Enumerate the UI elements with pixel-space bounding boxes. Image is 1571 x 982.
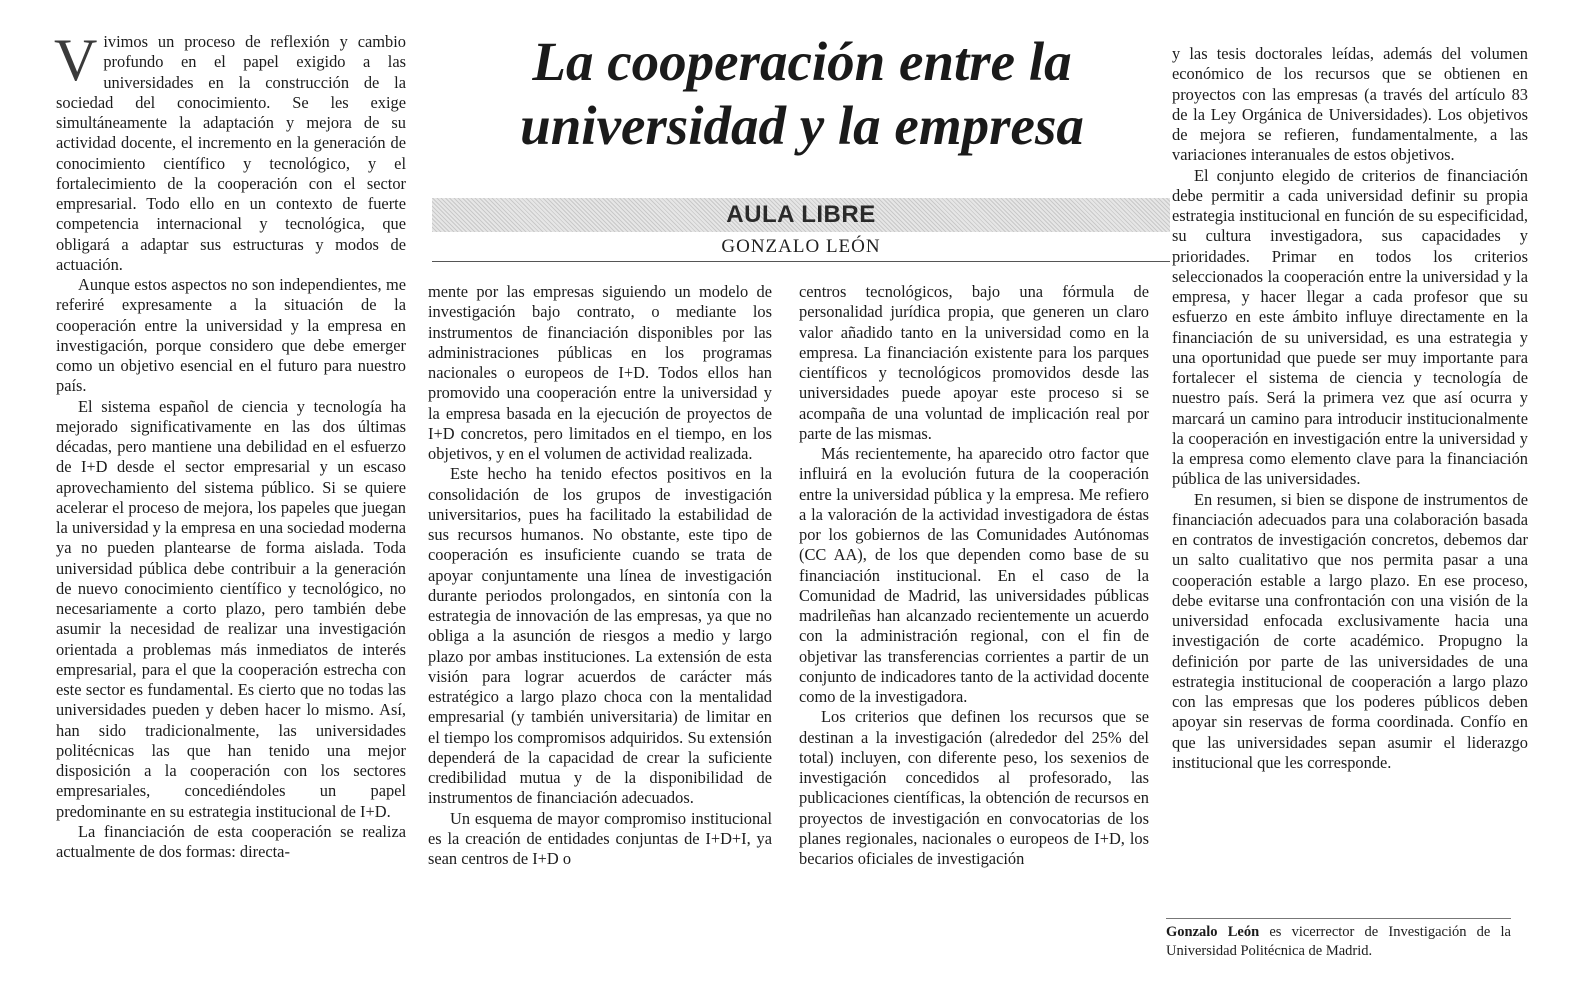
bio-text: es vicerrector de Investigación de la Universidad Politécnica de Madrid.	[1166, 924, 1511, 959]
column-1	[54, 27, 406, 862]
paragraph: Este hecho ha tenido efectos positivos en la consolidación de los grupos de investigación universitarios, pues ha facilitado la estabilidad de sus recursos humanos. No obstante, este tipo de cooperación es insuficiente cuando se trata de apoyar conjuntamente una línea de investigación durante periodos prolongados, en sintonía con la estrategia de innovación de las empresas, ya que no obliga a la asunción de riesgos a medio y largo plazo por ambas instituciones. La extensión de esta visión para lograr acuerdos de carácter más estratégico a largo plazo choca con la mentalidad empresarial (y también universitaria) de limitar en el tiempo los compromisos adquiridos. Su extensión dependerá de la capacidad de crear la suficiente credibilidad mutua y de la disponibilidad de instrumentos de financiación adecuados.	[428, 464, 772, 808]
paragraph: Más recientemente, ha aparecido otro factor que influirá en la evolución futura de la cooperación entre la universidad pública y la empresa. Me refiero a la valoración de la actividad investigadora de éstas por los gobiernos de las Comunidades Autónomas (CC AA), de los que dependen como base de su financiación institucional. En el caso de la Comunidad de Madrid, las universidades públicas madrileñas han alcanzado recientemente un acuerdo con la administración regional, con el fin de objetivar las transferencias corrientes a partir de un conjunto de indicadores tanto de la actividad docente como de la investigadora.	[799, 444, 1149, 706]
paragraph: El sistema español de ciencia y tecnología ha mejorado significativamente en las dos últimas décadas, pero mantiene una debilidad en el esfuerzo de I+D desde el sector empresarial y un escaso aprovechamiento del sistema público. Si se quiere acelerar el proceso de mejora, los papeles que juegan la universidad y la empresa en una sociedad moderna ya no pueden plantearse de forma aislada. Toda universidad pública debe contribuir a la generación de nuevo conocimiento científico y tecnológico, no necesariamente a corto plazo, pero también debe asumir la necesidad de realizar una investigación orientada a problemas más inmediatos de interés empresarial, para el que la cooperación estrecha con este sector es fundamental. Es cierto que no todas las universidades pueden y deben hacer lo mismo. Así, han sido tradicionalmente, las universidades politécnicas las que han tenido una mejor disposición a la cooperación con los sectores empresariales, concediéndoles un papel predominante en su estrategia institucional de I+D.	[56, 396, 406, 821]
paragraph	[54, 27, 406, 275]
paragraph: En resumen, si bien se dispone de instrumentos de financiación adecuados para una colaboración basada en contratos de investigación concretos, debemos dar un salto cualitativo que nos permita pasar a una cooperación estable a largo plazo. En ese proceso, debe evitarse una confrontación con una visión de la universidad enfocada exclusivamente hacia una investigación de corte académico. Propugno la definición por parte de las universidades de una estrategia institucional de cooperación a largo plazo con las empresas que los poderes públicos deben apoyar sin reservas de forma coordinada. Confío en que las universidades sepan asumir el liderazgo institucional que les corresponde.	[1172, 489, 1528, 772]
section-label: AULA LIBRE	[726, 201, 876, 228]
author-byline: GONZALO LEÓN	[721, 236, 881, 257]
section-banner	[432, 198, 1170, 232]
divider	[432, 261, 1170, 262]
paragraph-text: ivimos un proceso de reflexión y cambio profundo en el papel exigido a las universidades en la construcción de la sociedad del conocimiento. Se les exige simultáneamente la adaptación y mejora de su actividad docente, el incremento en la generación de conocimiento científico y tecnológico, y el fortalecimiento de la cooperación con el sector empresarial. Todo ello en un contexto de fuerte competencia internacional y tecnológica, que obligará a adaptar sus estructuras y modos de actuación.	[56, 32, 406, 274]
bio-name: Gonzalo León	[1166, 924, 1260, 940]
paragraph: Los criterios que definen los recursos que se destinan a la investigación (alrededor del 25% del total) incluyen, con diferente peso, los sexenios de investigación concedidos al profesorado, las publicaciones científicas, la obtención de recursos en proyectos de investigación en convocatorias de los planes regionales, nacionales o europeos de I+D, los becarios oficiales de investigación	[799, 707, 1149, 868]
paragraph: y las tesis doctorales leídas, además del volumen económico de los recursos que se obtienen en proyectos con las empresas (a través del artículo 83 de la Ley Orgánica de Universidades). Los objetivos de mejora se refieren, fundamentalmente, a las variaciones interanuales de estos objetivos.	[1172, 44, 1528, 165]
paragraph: Un esquema de mayor compromiso institucional es la creación de entidades conjuntas de I+D+I, ya sean centros de I+D o	[428, 808, 772, 868]
paragraph: centros tecnológicos, bajo una fórmula de personalidad jurídica propia, que generen un claro valor añadido tanto en la universidad como en la empresa. La financiación existente para los parques científicos y tecnológicos promovidos desde las universidades puede apoyar este proceso si se acompaña de una voluntad de implicación real por parte de las mismas.	[799, 282, 1149, 443]
drop-cap: V	[54, 27, 98, 93]
paragraph: mente por las empresas siguiendo un modelo de investigación bajo contrato, o mediante los instrumentos de financiación disponibles por las administraciones públicas en los programas nacionales o europeos de I+D. Todos ellos han promovido una cooperación entre la universidad y la empresa basada en la ejecución de proyectos de I+D concretos, pero limitados en el tiempo, en los objetivos, y en el volumen de actividad realizada.	[428, 282, 772, 463]
paragraph: Aunque estos aspectos no son independientes, me referiré expresamente a la situación de la cooperación entre la universidad y la empresa en investigación, porque considero que debe emerger como un objetivo esencial en el futuro para nuestro país.	[56, 275, 406, 396]
divider	[1166, 918, 1511, 919]
paragraph: La financiación de esta cooperación se realiza actualmente de dos formas: directa-	[56, 821, 406, 861]
column-4	[1172, 44, 1528, 773]
paragraph: El conjunto elegido de criterios de financiación debe permitir a cada universidad definir su propia estrategia institucional en función de su especificidad, su cultura investigadora, sus capacidades y prioridades. Primar en todos los criterios seleccionados la cooperación entre la universidad y la empresa, y hacer llegar a cada profesor que su esfuerzo en este ámbito influye directamente en la financiación de su universidad, es una estrategia y una oportunidad que puede ser muy importante para fortalecer el sistema de ciencia y tecnología de nuestro país. Será la primera vez que así ocurra y marcará un camino para introducir institucionalmente la cooperación en investigación entre la universidad y la empresa como elemento clave para la financiación pública de las universidades.	[1172, 165, 1528, 489]
column-2	[428, 282, 772, 869]
column-3	[799, 282, 1149, 869]
article-title: La cooperación entre la universidad y la empresa	[520, 31, 1084, 156]
author-bio	[1166, 923, 1511, 961]
